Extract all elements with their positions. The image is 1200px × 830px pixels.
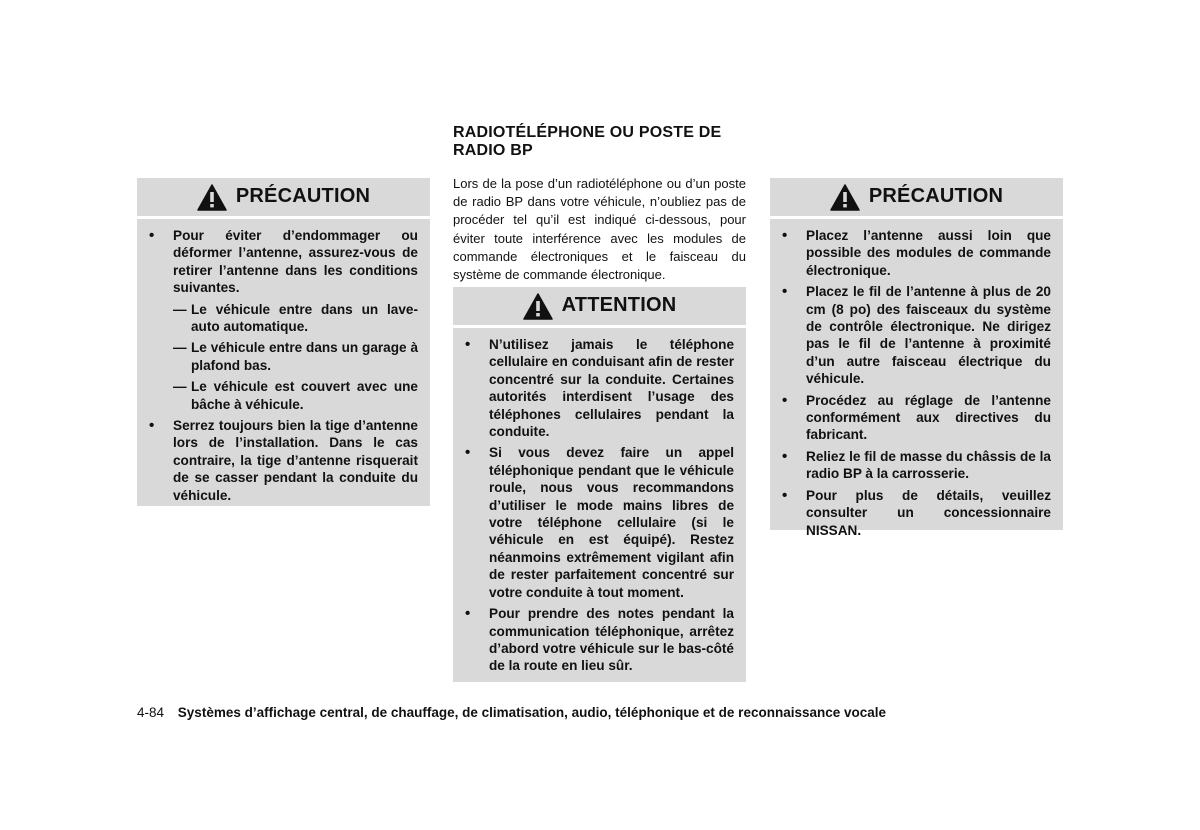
warning-triangle-icon bbox=[523, 293, 553, 320]
precaution-box-left bbox=[137, 178, 430, 506]
sub-item-text: Le véhicule est couvert avec une bâche à véhicule. bbox=[191, 379, 418, 412]
list-item-text: Pour prendre des notes pendant la communication téléphonique, arrêtez d’abord votre véhicule sur le bas-côté de la route en lieu sûr. bbox=[489, 606, 734, 674]
warning-triangle-icon bbox=[197, 184, 227, 211]
list-item bbox=[806, 283, 1051, 387]
list-item bbox=[489, 605, 734, 675]
list-item-text: Serrez toujours bien la tige d’antenne lors de l’installation. Dans le cas contraire, la tige d’antenne risquerait de se casser pendant la conduite du véhicule. bbox=[173, 418, 418, 503]
list-item-text: Placez le fil de l’antenne à plus de 20 cm (8 po) des faisceaux du système de contrôle électronique. Ne dirigez pas le fil de l’antenne à proximité d’un autre faisceau électrique du véhicule. bbox=[806, 284, 1051, 387]
sub-list-item: — Le véhicule entre dans un garage à plafond bas. bbox=[173, 340, 418, 373]
list-item-text: Pour plus de détails, veuillez consulter un concessionnaire NISSAN. bbox=[806, 487, 1051, 538]
sub-item-text: Le véhicule entre dans un garage à plafond bas. bbox=[191, 340, 418, 373]
list-item-text: Si vous devez faire un appel téléphonique pendant que le véhicule roule, nous vous recommandons d’utiliser le mode mains libres de votre téléphone cellulaire (si le véhicule en est équipé). Restez néanmoins extrêmement vigilant afin de rester parfaitement concentré sur votre conduite à tout moment. bbox=[489, 445, 734, 600]
sub-list-item: — Le véhicule entre dans un lave-auto automatique. bbox=[173, 301, 418, 335]
list-item bbox=[173, 417, 418, 504]
list-item-text: N’utilisez jamais le téléphone cellulaire en conduisant afin de rester concentré sur la conduite. Certaines autorités interdisent l’usage des téléphones cellulaires pendant la conduite. bbox=[489, 337, 734, 440]
list-item bbox=[806, 227, 1051, 279]
precaution-box-right bbox=[770, 178, 1063, 538]
attention-header bbox=[453, 287, 746, 328]
attention-list bbox=[453, 328, 746, 685]
section-title: RADIOTÉLÉPHONE OU POSTE DE RADIO BP bbox=[453, 124, 722, 159]
page-number: 4-84 bbox=[137, 705, 165, 720]
list-item bbox=[806, 487, 1051, 539]
list-item bbox=[173, 227, 418, 413]
precaution-header-left bbox=[137, 178, 430, 219]
chapter-title: Systèmes d’affichage central, de chauffage, de climatisation, audio, téléphonique et de reconnaissance vocale bbox=[177, 705, 887, 720]
list-item bbox=[806, 392, 1051, 444]
list-item-text: Pour éviter d’endommager ou déformer l’antenne, assurez-vous de retirer l’antenne dans les conditions suivantes. bbox=[173, 228, 418, 296]
list-item-text: Placez l’antenne aussi loin que possible des modules de commande électronique. bbox=[806, 228, 1051, 278]
list-item-text: Procédez au réglage de l’antenne conformément aux directives du fabricant. bbox=[806, 392, 1051, 443]
precaution-title-right: PRÉCAUTION bbox=[868, 185, 1004, 208]
precaution-list-right bbox=[770, 219, 1063, 549]
precaution-title-left: PRÉCAUTION bbox=[235, 185, 371, 208]
page-footer bbox=[137, 705, 886, 720]
warning-triangle-icon bbox=[830, 184, 860, 211]
sub-list-item: — Le véhicule est couvert avec une bâche à véhicule. bbox=[173, 379, 418, 412]
attention-box bbox=[453, 287, 746, 682]
sub-list bbox=[173, 301, 418, 413]
sub-item-text: Le véhicule entre dans un lave-auto automatique. bbox=[191, 301, 418, 335]
attention-title: ATTENTION bbox=[561, 294, 677, 317]
list-item bbox=[489, 444, 734, 601]
precaution-header-right bbox=[770, 178, 1063, 219]
precaution-list-left bbox=[137, 219, 430, 514]
list-item bbox=[489, 336, 734, 440]
list-item bbox=[806, 448, 1051, 483]
body-paragraph: Lors de la pose d’un radiotéléphone ou d’un poste de radio BP dans votre véhicule, n’oubliez pas de procéder tel qu’il est indiqué ci-dessous, pour éviter toute interférence avec les modules de commande électroniques et le faisceau du système de commande électronique. bbox=[453, 176, 746, 283]
list-item-text: Reliez le fil de masse du châssis de la radio BP à la carrosserie. bbox=[806, 448, 1051, 482]
